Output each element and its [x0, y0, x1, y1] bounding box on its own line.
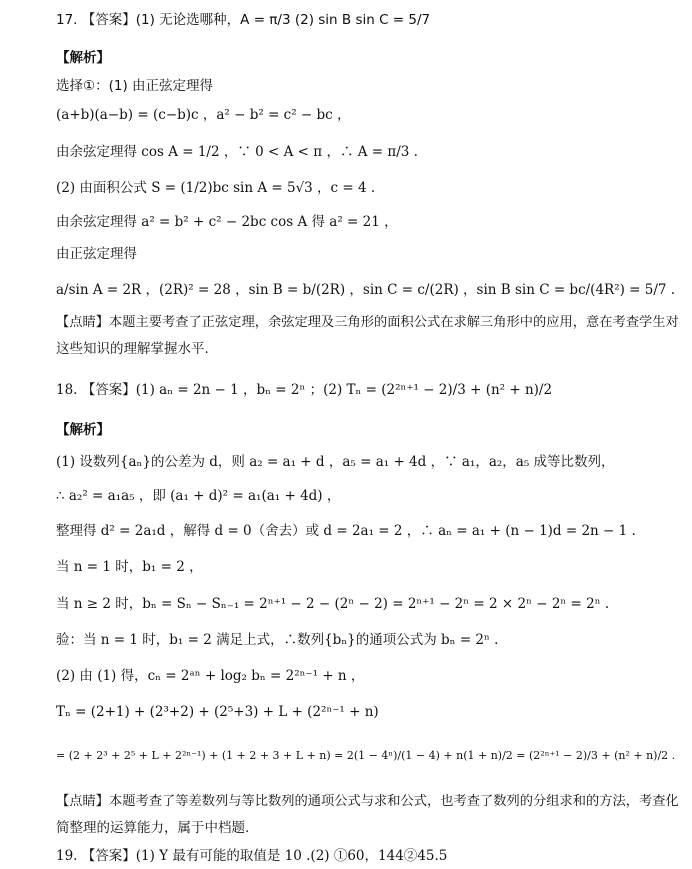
q18-line2: ∴ a₂² = a₁a₅ ，即 (a₁ + d)² = a₁(a₁ + 4d) ， [56, 488, 341, 504]
q17-answer-line: 17. 【答案】(1) 无论选哪种，A = π/3 (2) sin B sin C = 5/7 [56, 12, 431, 28]
q17-eq1: (a+b)(a−b) = (c−b)c ，a² − b² = c² − bc ， [56, 107, 351, 123]
q19-answer-line: 19. 【答案】(1) Y 最有可能的取值是 10 .(2) ①60，144②45.5 [56, 848, 448, 864]
q17-area-line: (2) 由面积公式 S = (1/2)bc sin A = 5√3 ，c = 4 . [56, 180, 376, 196]
q18-answer-line: 18. 【答案】(1) aₙ = 2n − 1 ，bₙ = 2ⁿ ；(2) Tₙ = (2²ⁿ⁺¹ − 2)/3 + (n² + n)/2 [56, 382, 553, 398]
q18-line3: 整理得 d² = 2a₁d ，解得 d = 0（舍去）或 d = 2a₁ = 2 ，∴ aₙ = a₁ + (n − 1)d = 2n − 1 . [56, 523, 636, 539]
q18-line1: (1) 设数列{aₙ}的公差为 d，则 a₂ = a₁ + d ，a₅ = a₁ + 4d ，∵ a₁，a₂，a₅ 成等比数列， [56, 454, 615, 470]
q17-cos-line: 由余弦定理得 cos A = 1/2 ，∵ 0 < A < π ，∴ A = π/3 . [56, 144, 418, 160]
q18-line5: 当 n ≥ 2 时，bₙ = Sₙ − Sₙ₋₁ = 2ⁿ⁺¹ − 2 − (2ⁿ − 2) = 2ⁿ⁺¹ − 2ⁿ = 2 × 2ⁿ − 2ⁿ = 2ⁿ . [56, 596, 610, 612]
q18-line4: 当 n = 1 时，b₁ = 2 ， [56, 559, 203, 575]
q17-analysis-heading: 【解析】 [56, 50, 110, 66]
q18-comment-line2: 简整理的运算能力，属于中档题. [56, 820, 250, 836]
q17-choice-line: 选择①：(1) 由正弦定理得 [56, 78, 214, 94]
q17-law-of-cosines-line: 由余弦定理得 a² = b² + c² − 2bc cos A 得 a² = 21 ， [56, 214, 398, 230]
q17-law-of-sines-heading: 由正弦定理得 [56, 246, 137, 262]
q18-line7: (2) 由 (1) 得，cₙ = 2ᵃⁿ + log₂ bₙ = 2²ⁿ⁻¹ + n ， [56, 668, 365, 684]
q17-comment-line1: 【点睛】本题主要考查了正弦定理，余弦定理及三角形的面积公式在求解三角形中的应用，意在考查学生对 [56, 315, 679, 330]
q17-eq2: a/sin A = 2R ，(2R)² = 28 ，sin B = b/(2R) ，sin C = c/(2R) ，sin B sin C = bc/(4R²) = 5/7 . [56, 282, 676, 298]
q18-line9: = (2 + 2³ + 2⁵ + L + 2²ⁿ⁻¹) + (1 + 2 + 3 + L + n) = 2(1 − 4ⁿ)/(1 − 4) + n(1 + n)/2 = (2²ⁿ⁺¹ − 2)/3 + (n² + n)/2 . [56, 749, 676, 762]
q18-line6: 验：当 n = 1 时，b₁ = 2 满足上式，∴数列{bₙ}的通项公式为 bₙ = 2ⁿ . [56, 632, 499, 648]
q18-comment-line1: 【点睛】本题考查了等差数列与等比数列的通项公式与求和公式，也考查了数列的分组求和的方法，考查化 [56, 794, 679, 809]
q18-line8: Tₙ = (2+1) + (2³+2) + (2⁵+3) + L + (2²ⁿ⁻¹ + n) [56, 704, 379, 720]
q18-analysis-heading: 【解析】 [56, 422, 110, 438]
q17-comment-line2: 这些知识的理解掌握水平. [56, 341, 209, 357]
